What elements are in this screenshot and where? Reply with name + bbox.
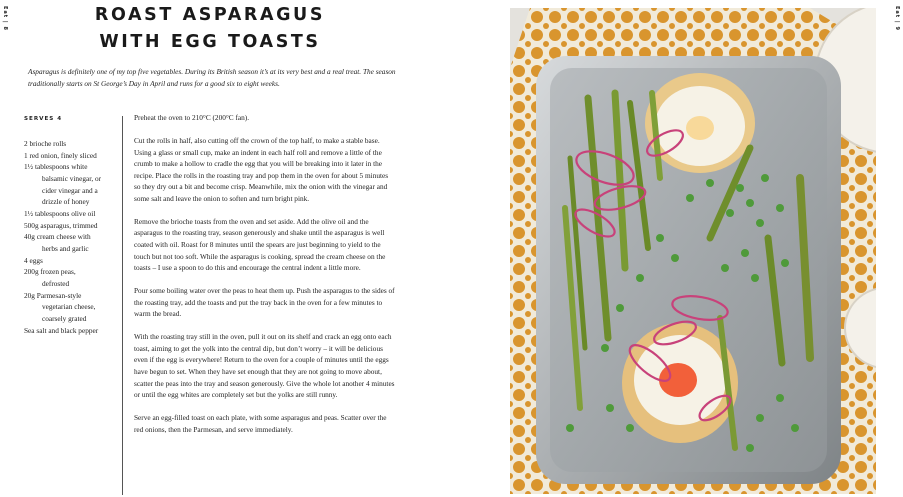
photo-illustration [510, 8, 876, 494]
ingredient-item: 500g asparagus, trimmed [24, 220, 98, 230]
ingredients-list [24, 138, 124, 336]
ingredient-item: drizzle of honey [42, 197, 90, 207]
ingredient-item: 1½ tablespoons white [24, 162, 88, 172]
method-step: Remove the brioche toasts from the oven and set aside. Add the olive oil and the asparagus to the roasting tray, season generously and shake until the asparagus is well coated with oil. Roast for 8 minutes until the spears are just beginning to yield to the touch but not too soft. While the asparagus is cooking, spread the cream cheese on the toasts – I use a spoon to do this and encourage the central indent a little more. [134, 216, 386, 273]
ingredient-item: coarsely grated [42, 313, 87, 323]
ingredient-item: Sea salt and black pepper [24, 325, 99, 335]
page-tab-right: Eat | 9 [894, 6, 900, 31]
ingredient-item: herbs and garlic [42, 243, 89, 253]
ingredient-item: vegetarian cheese, [42, 302, 96, 312]
ingredient-item: 200g frozen peas, [24, 267, 76, 277]
ingredient-item: balsamic vinegar, or [42, 173, 102, 183]
ingredient-item: cider vinegar and a [42, 185, 98, 195]
method-step: With the roasting tray still in the oven, pull it out on its shelf and crack an egg onto each toast, aiming to get the yolk into the central dip, but don’t worry – it will be delicious even if the egg is everywhere! Return to the oven for a couple of minutes until the eggs have begun to set. When they have set enough that they are not going to move about, scatter the peas into the tray and season generously. Give the whole lot another 4 minutes or until the egg whites are completely set but the yolks are still runny. [134, 332, 395, 400]
recipe-intro: Asparagus is definitely one of my top five vegetables. During its British season it’s at its very best and a real treat. The season traditionally starts on St George’s Day in April and runs for a good six to eight weeks. [28, 67, 396, 88]
method-step: Serve an egg-filled toast on each plate, with some asparagus and peas. Scatter over the red onions, then the Parmesan, and serve immediately. [134, 413, 387, 434]
ingredient-item: 4 eggs [24, 255, 43, 265]
method-step: Preheat the oven to 210°C (200°C fan). [134, 113, 250, 122]
recipe-photo [510, 8, 876, 494]
method-step: Pour some boiling water over the peas to heat them up. Push the asparagus to the sides of the roasting tray, add the toasts and put the tray back in the oven for a few minutes to warm the bread. [134, 286, 395, 319]
egg-toast-top [645, 73, 755, 173]
ingredient-item: 1 red onion, finely sliced [24, 150, 97, 160]
ingredient-item: 40g cream cheese with [24, 232, 91, 242]
page-tab-left: Eat | 8 [2, 6, 8, 31]
method-text [134, 112, 396, 447]
method-step: Cut the rolls in half, also cutting off the crown of the top half, to make a stable base. Using a glass or small cup, make an indent in each half roll and remove a little of the crumb to make a hollow to cradle the egg that you will be breaking into it later in the recipe. Place the rolls in the roasting tray and pop them in the oven for about 5 minutes so they dry out a bit and become crisp. Meanwhile, mix the onion with the vinegar and some salt and leave the onion to soften and turn bright pink. [134, 136, 389, 203]
recipe-title [60, 2, 360, 56]
ingredient-item: 1½ tablespoons olive oil [24, 208, 96, 218]
recipe-title-line-1: ROAST ASPARAGUS [94, 5, 326, 25]
serves-label: SERVES 4 [24, 116, 63, 122]
ingredient-item: 20g Parmesan-style [24, 290, 82, 300]
ingredient-item: defrosted [42, 278, 70, 288]
column-divider [122, 116, 123, 495]
right-page [452, 0, 903, 497]
recipe-title-line-2: WITH EGG TOASTS [99, 32, 321, 52]
ingredient-item: 2 brioche rolls [24, 139, 67, 148]
